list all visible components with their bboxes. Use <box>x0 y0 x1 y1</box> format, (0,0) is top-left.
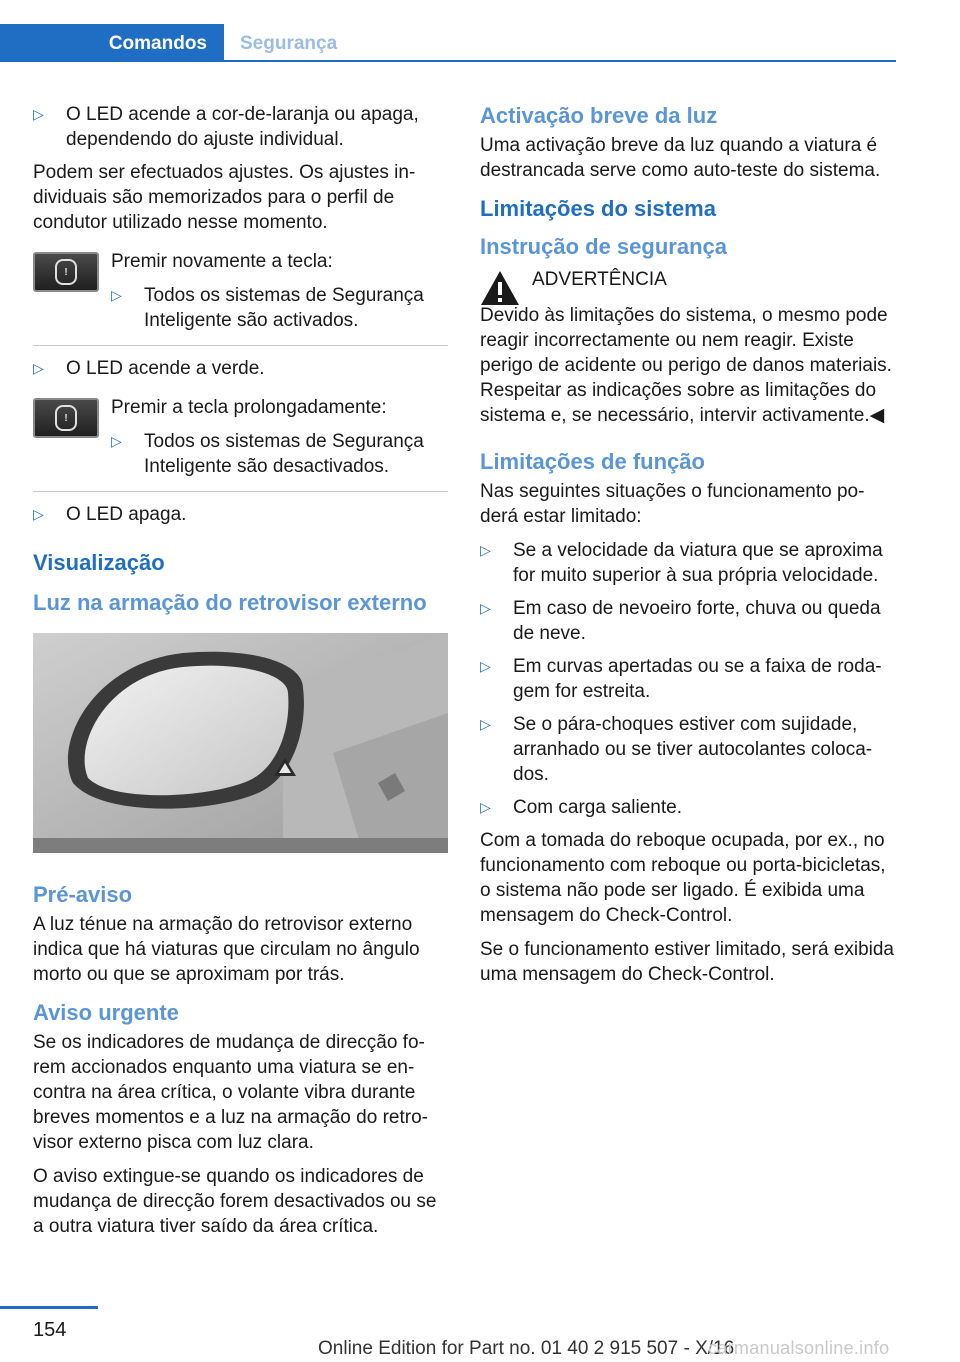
list-item-text: Todos os sistemas de Segurança Inteligente são desactivados. <box>144 431 424 477</box>
list-item-text: Se o pára-choques estiver com sujidade, arranhado ou se tiver autocolantes colocados. <box>513 714 873 785</box>
footer-rule <box>0 1306 98 1309</box>
list-item-text: Se a velocidade da viatura que se aproxima for muito superior à sua própria velocidade. <box>513 540 883 586</box>
key-instruction-text: Premir novamente a tecla: <box>111 251 333 272</box>
bullet-triangle-icon: ▷ <box>33 360 44 376</box>
list-item-text: Todos os sistemas de Segurança Inteligente são activados. <box>144 285 424 331</box>
warning-block <box>480 265 896 307</box>
list-item <box>480 712 896 787</box>
bullet-triangle-icon: ▷ <box>480 600 491 616</box>
paragraph: O aviso extingue-se quando os indicadores de mudança de direcção forem desactivados ou se a outra viatura tiver saído da área crítica. <box>33 1166 437 1237</box>
warning-text: Devido às limitações do sistema, o mesmo pode reagir incorrectamente ou nem reagir. Existe perigo de acidente ou perigo de danos materiais. Respeitar as indicações sobre as limitações do sistema e, se necessário, intervir activamente.◀ <box>480 305 892 426</box>
section-heading: Limitações do sistema <box>480 196 716 221</box>
bullet-triangle-icon: ▷ <box>480 716 491 732</box>
bullet-triangle-icon: ▷ <box>33 106 44 122</box>
list-item-text: Com carga saliente. <box>513 797 682 818</box>
bullet-triangle-icon: ▷ <box>480 799 491 815</box>
header-bar <box>0 0 960 62</box>
bullet-triangle-icon: ▷ <box>33 506 44 522</box>
subsection-heading: Aviso urgente <box>33 1000 179 1025</box>
list-item <box>33 356 448 381</box>
subsection-heading: Pré-aviso <box>33 882 133 907</box>
key-instruction <box>33 395 448 487</box>
key-instruction-text: Premir a tecla prolongadamente: <box>111 397 387 418</box>
tab-seguranca[interactable]: Segurança <box>240 32 338 54</box>
divider <box>33 491 448 492</box>
list-item <box>111 283 448 333</box>
bullet-triangle-icon: ▷ <box>480 542 491 558</box>
page-number: 154 <box>33 1319 67 1341</box>
section-heading: Visualização <box>33 550 165 575</box>
list-item <box>480 596 896 646</box>
safety-button-icon: ! <box>33 252 99 292</box>
paragraph: Se os indicadores de mudança de direcção forem accionados enquanto uma viatura se encontra na área crítica, o volante vibra durante breves momentos e a luz na armação do retrovisor externo pisca com luz clara. <box>33 1032 428 1153</box>
header-rule <box>224 60 896 62</box>
subsection-heading: Luz na armação do retrovisor externo <box>33 590 427 615</box>
side-mirror-photo <box>33 633 448 853</box>
subsection-heading: Activação breve da luz <box>480 103 718 128</box>
right-column <box>480 102 896 996</box>
paragraph: Se o funcionamento estiver limitado, será exibida uma mensagem do Check-Control. <box>480 939 895 985</box>
list-item <box>111 429 448 479</box>
warning-triangle-icon <box>480 269 520 307</box>
subsection-heading: Instrução de segurança <box>480 234 727 259</box>
list-item-text: Em curvas apertadas ou se a faixa de rodagem for estreita. <box>513 656 882 702</box>
bullet-triangle-icon: ▷ <box>480 658 491 674</box>
paragraph: Podem ser efectuados ajustes. Os ajustes individuais são memorizados para o perfil de condutor utilizado nesse momento. <box>33 162 416 233</box>
edition-note: Online Edition for Part no. 01 40 2 915 507 - X/16 <box>318 1338 735 1359</box>
key-instruction <box>33 249 448 341</box>
list-item <box>33 502 448 527</box>
list-item <box>33 102 448 152</box>
paragraph: Nas seguintes situações o funcionamento poderá estar limitado: <box>480 481 865 527</box>
subsection-heading: Limitações de função <box>480 449 705 474</box>
list-item-text: Em caso de nevoeiro forte, chuva ou queda de neve. <box>513 598 881 644</box>
list-item-text: O LED apaga. <box>66 504 187 525</box>
bullet-triangle-icon: ▷ <box>111 433 122 449</box>
list-item <box>480 654 896 704</box>
bullet-triangle-icon: ▷ <box>111 287 122 303</box>
list-item-text: O LED acende a verde. <box>66 358 265 379</box>
list-item <box>480 795 896 820</box>
paragraph: Com a tomada do reboque ocupada, por ex., no funcionamento com reboque ou porta-bicicletas, o sistema não pode ser ligado. É exibida uma mensagem do Check-Control. <box>480 830 886 926</box>
list-item <box>480 538 896 588</box>
safety-button-icon: ! <box>33 398 99 438</box>
list-item-text: O LED acende a cor-de-laranja ou apaga, dependendo do ajuste individual. <box>66 104 419 150</box>
paragraph: Uma activação breve da luz quando a viatura é destrancada serve como auto-teste do sistema. <box>480 135 881 181</box>
paragraph: A luz ténue na armação do retrovisor externo indica que há viaturas que circulam no ângulo morto ou que se aproximam por trás. <box>33 914 420 985</box>
left-column <box>33 102 448 1248</box>
tab-comandos[interactable]: Comandos <box>0 24 224 62</box>
watermark: carmanualsonline.info <box>708 1338 890 1358</box>
divider <box>33 345 448 346</box>
warning-title: ADVERTÊNCIA <box>532 269 667 290</box>
